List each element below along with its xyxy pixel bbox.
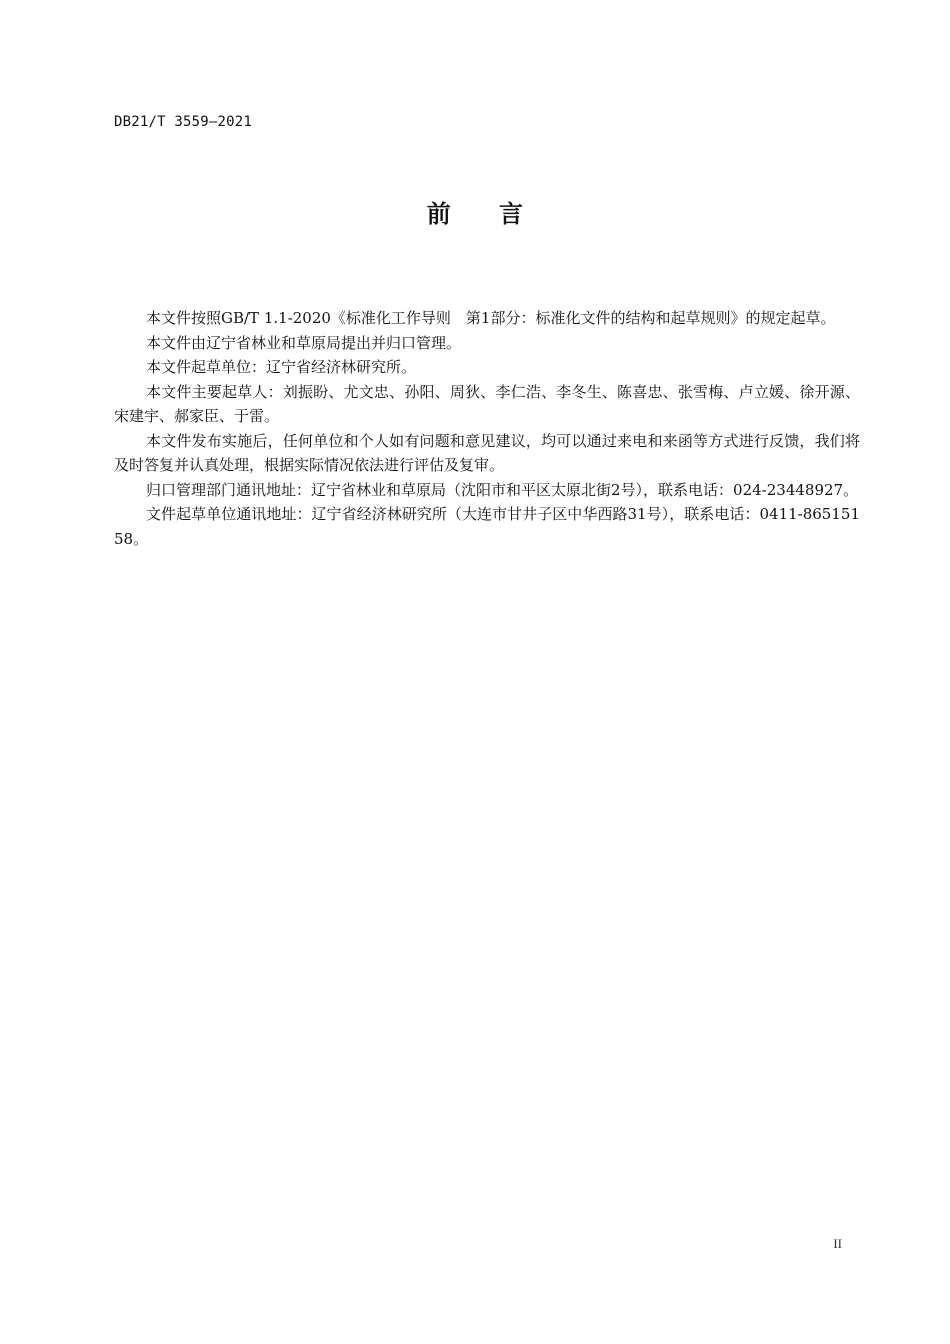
paragraph-drafting-basis: 本文件按照GB/T 1.1-2020《标准化工作导则 第1部分：标准化文件的结构和起草规则》的规定起草。 — [146, 309, 836, 327]
paragraph-drafter-contact: 文件起草单位通讯地址：辽宁省经济林研究所（大连市甘井子区中华西路31号），联系电话：0411-86515158。 — [114, 505, 860, 548]
document-code: DB21/T 3559—2021 — [114, 114, 253, 130]
paragraph-feedback: 本文件发布实施后，任何单位和个人如有问题和意见建议，均可以通过来电和来函等方式进行反馈，我们将及时答复并认真处理，根据实际情况依法进行评估及复审。 — [114, 431, 860, 474]
paragraph-proposer: 本文件由辽宁省林业和草原局提出并归口管理。 — [146, 333, 462, 352]
page-number: II — [833, 1236, 842, 1251]
page-title — [0, 194, 950, 229]
foreword-body — [114, 306, 860, 551]
paragraph-admin-contact: 归口管理部门通讯地址：辽宁省林业和草原局（沈阳市和平区太原北街2号），联系电话：024-23448927。 — [146, 480, 859, 499]
paragraph-drafting-unit: 本文件起草单位：辽宁省经济林研究所。 — [146, 358, 417, 376]
title-char-2: 言 — [499, 200, 524, 228]
title-char-1: 前 — [426, 200, 451, 228]
paragraph-drafters: 本文件主要起草人：刘振盼、尤文忠、孙阳、周狄、李仁浩、李冬生、陈喜忠、张雪梅、卢立媛、徐开源、宋建宇、郝家臣、于雷。 — [114, 382, 860, 425]
